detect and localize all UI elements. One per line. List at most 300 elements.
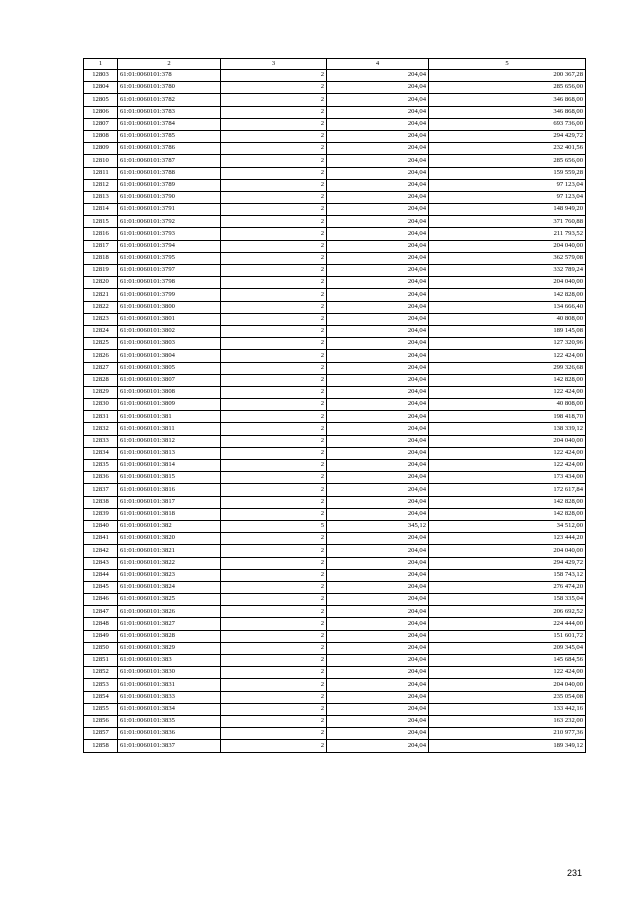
- area-cell: 204,04: [327, 82, 429, 94]
- table-row: [84, 118, 586, 130]
- value-cell: 142 828,00: [429, 289, 586, 301]
- cadastral-number-cell: 61:01:0060101:381: [118, 411, 221, 423]
- table-row: [84, 155, 586, 167]
- cadastral-number-cell: 61:01:0060101:3823: [118, 569, 221, 581]
- quantity-cell: 2: [221, 496, 327, 508]
- table-row: [84, 277, 586, 289]
- row-number-cell: 12853: [84, 679, 118, 691]
- table-row: [84, 82, 586, 94]
- table-row: [84, 386, 586, 398]
- header-cell-5: 5: [429, 59, 586, 70]
- value-cell: 40 808,00: [429, 313, 586, 325]
- quantity-cell: 2: [221, 740, 327, 752]
- table-row: [84, 703, 586, 715]
- area-cell: 204,04: [327, 411, 429, 423]
- table-row: [84, 740, 586, 752]
- quantity-cell: 2: [221, 581, 327, 593]
- value-cell: 206 692,52: [429, 606, 586, 618]
- area-cell: 204,04: [327, 386, 429, 398]
- cadastral-number-cell: 61:01:0060101:3798: [118, 277, 221, 289]
- row-number-cell: 12849: [84, 630, 118, 642]
- quantity-cell: 2: [221, 484, 327, 496]
- cadastral-number-cell: 61:01:0060101:3803: [118, 338, 221, 350]
- quantity-cell: 2: [221, 508, 327, 520]
- row-number-cell: 12829: [84, 386, 118, 398]
- quantity-cell: 2: [221, 130, 327, 142]
- value-cell: 122 424,00: [429, 460, 586, 472]
- value-cell: 235 054,08: [429, 691, 586, 703]
- value-cell: 173 434,00: [429, 472, 586, 484]
- value-cell: 145 684,56: [429, 655, 586, 667]
- quantity-cell: 2: [221, 472, 327, 484]
- quantity-cell: 2: [221, 82, 327, 94]
- area-cell: 204,04: [327, 630, 429, 642]
- area-cell: 204,04: [327, 545, 429, 557]
- area-cell: 204,04: [327, 143, 429, 155]
- table-row: [84, 533, 586, 545]
- value-cell: 200 367,28: [429, 70, 586, 82]
- cadastral-number-cell: 61:01:0060101:3815: [118, 472, 221, 484]
- table-row: [84, 618, 586, 630]
- area-cell: 204,04: [327, 106, 429, 118]
- quantity-cell: 2: [221, 630, 327, 642]
- value-cell: 211 793,52: [429, 228, 586, 240]
- cadastral-number-cell: 61:01:0060101:3822: [118, 557, 221, 569]
- value-cell: 204 040,00: [429, 679, 586, 691]
- row-number-cell: 12814: [84, 204, 118, 216]
- value-cell: 204 040,00: [429, 545, 586, 557]
- value-cell: 159 559,28: [429, 167, 586, 179]
- value-cell: 285 656,00: [429, 155, 586, 167]
- value-cell: 133 442,16: [429, 703, 586, 715]
- cadastral-number-cell: 61:01:0060101:3802: [118, 325, 221, 337]
- area-cell: 204,04: [327, 362, 429, 374]
- cadastral-number-cell: 61:01:0060101:3788: [118, 167, 221, 179]
- cadastral-number-cell: 61:01:0060101:3795: [118, 252, 221, 264]
- table-row: [84, 70, 586, 82]
- cadastral-number-cell: 61:01:0060101:3816: [118, 484, 221, 496]
- quantity-cell: 2: [221, 338, 327, 350]
- value-cell: 204 040,00: [429, 240, 586, 252]
- value-cell: 163 232,00: [429, 715, 586, 727]
- value-cell: 172 617,84: [429, 484, 586, 496]
- quantity-cell: 2: [221, 216, 327, 228]
- cadastral-number-cell: 61:01:0060101:3818: [118, 508, 221, 520]
- table-row: [84, 167, 586, 179]
- area-cell: 204,04: [327, 618, 429, 630]
- cadastral-number-cell: 61:01:0060101:3801: [118, 313, 221, 325]
- table-row: [84, 520, 586, 532]
- quantity-cell: 2: [221, 313, 327, 325]
- header-cell-1: 1: [84, 59, 118, 70]
- value-cell: 294 429,72: [429, 130, 586, 142]
- area-cell: 204,04: [327, 606, 429, 618]
- cadastral-number-cell: 61:01:0060101:3793: [118, 228, 221, 240]
- cadastral-number-cell: 61:01:0060101:3785: [118, 130, 221, 142]
- area-cell: 204,04: [327, 569, 429, 581]
- area-cell: 204,04: [327, 740, 429, 752]
- area-cell: 204,04: [327, 496, 429, 508]
- quantity-cell: 2: [221, 118, 327, 130]
- cadastral-number-cell: 61:01:0060101:3836: [118, 728, 221, 740]
- row-number-cell: 12857: [84, 728, 118, 740]
- row-number-cell: 12851: [84, 655, 118, 667]
- table-row: [84, 496, 586, 508]
- table-row: [84, 606, 586, 618]
- cadastral-number-cell: 61:01:0060101:3835: [118, 715, 221, 727]
- cadastral-number-cell: 61:01:0060101:3797: [118, 265, 221, 277]
- row-number-cell: 12818: [84, 252, 118, 264]
- table-row: [84, 106, 586, 118]
- area-cell: 204,04: [327, 715, 429, 727]
- area-cell: 204,04: [327, 338, 429, 350]
- value-cell: 299 326,68: [429, 362, 586, 374]
- cadastral-number-cell: 61:01:0060101:3813: [118, 447, 221, 459]
- table-row: [84, 581, 586, 593]
- row-number-cell: 12846: [84, 594, 118, 606]
- cadastral-number-cell: 61:01:0060101:3820: [118, 533, 221, 545]
- quantity-cell: 2: [221, 362, 327, 374]
- table-row: [84, 265, 586, 277]
- area-cell: 204,04: [327, 703, 429, 715]
- quantity-cell: 2: [221, 642, 327, 654]
- area-cell: 204,04: [327, 70, 429, 82]
- value-cell: 204 040,00: [429, 277, 586, 289]
- value-cell: 134 666,40: [429, 301, 586, 313]
- row-number-cell: 12838: [84, 496, 118, 508]
- row-number-cell: 12809: [84, 143, 118, 155]
- area-cell: 204,04: [327, 155, 429, 167]
- cadastral-number-cell: 61:01:0060101:3826: [118, 606, 221, 618]
- quantity-cell: 2: [221, 289, 327, 301]
- table-row: [84, 411, 586, 423]
- cadastral-number-cell: 61:01:0060101:3817: [118, 496, 221, 508]
- value-cell: 122 424,00: [429, 667, 586, 679]
- quantity-cell: 2: [221, 423, 327, 435]
- cadastral-number-cell: 61:01:0060101:3827: [118, 618, 221, 630]
- row-number-cell: 12854: [84, 691, 118, 703]
- cadastral-number-cell: 61:01:0060101:3790: [118, 191, 221, 203]
- header-cell-3: 3: [221, 59, 327, 70]
- area-cell: 204,04: [327, 289, 429, 301]
- cadastral-number-cell: 61:01:0060101:3794: [118, 240, 221, 252]
- row-number-cell: 12823: [84, 313, 118, 325]
- area-cell: 204,04: [327, 252, 429, 264]
- quantity-cell: 2: [221, 277, 327, 289]
- quantity-cell: 5: [221, 520, 327, 532]
- quantity-cell: 2: [221, 557, 327, 569]
- row-number-cell: 12803: [84, 70, 118, 82]
- table-row: [84, 325, 586, 337]
- value-cell: 276 474,20: [429, 581, 586, 593]
- cadastral-number-cell: 61:01:0060101:3789: [118, 179, 221, 191]
- cadastral-number-cell: 61:01:0060101:3825: [118, 594, 221, 606]
- row-number-cell: 12827: [84, 362, 118, 374]
- cadastral-number-cell: 61:01:0060101:3783: [118, 106, 221, 118]
- quantity-cell: 2: [221, 228, 327, 240]
- row-number-cell: 12830: [84, 399, 118, 411]
- area-cell: 204,04: [327, 508, 429, 520]
- row-number-cell: 12824: [84, 325, 118, 337]
- table-row: [84, 289, 586, 301]
- quantity-cell: 2: [221, 435, 327, 447]
- row-number-cell: 12815: [84, 216, 118, 228]
- header-row: [84, 59, 586, 70]
- quantity-cell: 2: [221, 606, 327, 618]
- value-cell: 189 349,12: [429, 740, 586, 752]
- row-number-cell: 12835: [84, 460, 118, 472]
- table-row: [84, 460, 586, 472]
- quantity-cell: 2: [221, 691, 327, 703]
- row-number-cell: 12842: [84, 545, 118, 557]
- quantity-cell: 2: [221, 655, 327, 667]
- quantity-cell: 2: [221, 545, 327, 557]
- quantity-cell: 2: [221, 265, 327, 277]
- row-number-cell: 12813: [84, 191, 118, 203]
- value-cell: 346 868,00: [429, 106, 586, 118]
- cadastral-number-cell: 61:01:0060101:3799: [118, 289, 221, 301]
- area-cell: 204,04: [327, 130, 429, 142]
- table-row: [84, 350, 586, 362]
- value-cell: 97 123,04: [429, 179, 586, 191]
- row-number-cell: 12856: [84, 715, 118, 727]
- value-cell: 204 040,00: [429, 435, 586, 447]
- area-cell: 204,04: [327, 533, 429, 545]
- value-cell: 198 418,70: [429, 411, 586, 423]
- cadastral-number-cell: 61:01:0060101:3814: [118, 460, 221, 472]
- table-row: [84, 240, 586, 252]
- row-number-cell: 12811: [84, 167, 118, 179]
- row-number-cell: 12850: [84, 642, 118, 654]
- area-cell: 204,04: [327, 655, 429, 667]
- cadastral-number-cell: 61:01:0060101:3831: [118, 679, 221, 691]
- cadastral-number-cell: 61:01:0060101:3800: [118, 301, 221, 313]
- cadastral-number-cell: 61:01:0060101:3824: [118, 581, 221, 593]
- table-row: [84, 362, 586, 374]
- area-cell: 204,04: [327, 447, 429, 459]
- value-cell: 224 444,00: [429, 618, 586, 630]
- value-cell: 122 424,00: [429, 350, 586, 362]
- row-number-cell: 12805: [84, 94, 118, 106]
- cadastral-number-cell: 61:01:0060101:382: [118, 520, 221, 532]
- area-cell: 204,04: [327, 301, 429, 313]
- row-number-cell: 12810: [84, 155, 118, 167]
- table-row: [84, 667, 586, 679]
- table-row: [84, 204, 586, 216]
- table-row: [84, 338, 586, 350]
- table-row: [84, 374, 586, 386]
- value-cell: 97 123,04: [429, 191, 586, 203]
- cadastral-number-cell: 61:01:0060101:3809: [118, 399, 221, 411]
- table-row: [84, 435, 586, 447]
- table-body: [84, 70, 586, 753]
- table-row: [84, 252, 586, 264]
- row-number-cell: 12847: [84, 606, 118, 618]
- value-cell: 142 828,00: [429, 496, 586, 508]
- table-row: [84, 447, 586, 459]
- quantity-cell: 2: [221, 594, 327, 606]
- quantity-cell: 2: [221, 70, 327, 82]
- table-row: [84, 472, 586, 484]
- quantity-cell: 2: [221, 460, 327, 472]
- row-number-cell: 12841: [84, 533, 118, 545]
- cadastral-number-cell: 61:01:0060101:3780: [118, 82, 221, 94]
- row-number-cell: 12839: [84, 508, 118, 520]
- value-cell: 209 345,04: [429, 642, 586, 654]
- row-number-cell: 12817: [84, 240, 118, 252]
- header-cell-4: 4: [327, 59, 429, 70]
- table-row: [84, 179, 586, 191]
- row-number-cell: 12855: [84, 703, 118, 715]
- area-cell: 204,04: [327, 240, 429, 252]
- cadastral-number-cell: 61:01:0060101:3833: [118, 691, 221, 703]
- table-row: [84, 630, 586, 642]
- area-cell: 204,04: [327, 581, 429, 593]
- table-header: [84, 59, 586, 70]
- row-number-cell: 12836: [84, 472, 118, 484]
- area-cell: 204,04: [327, 265, 429, 277]
- area-cell: 204,04: [327, 167, 429, 179]
- value-cell: 142 828,00: [429, 508, 586, 520]
- area-cell: 204,04: [327, 228, 429, 240]
- cadastral-number-cell: 61:01:0060101:3782: [118, 94, 221, 106]
- value-cell: 122 424,00: [429, 386, 586, 398]
- quantity-cell: 2: [221, 374, 327, 386]
- area-cell: 345,12: [327, 520, 429, 532]
- area-cell: 204,04: [327, 423, 429, 435]
- area-cell: 204,04: [327, 118, 429, 130]
- value-cell: 285 656,00: [429, 82, 586, 94]
- row-number-cell: 12848: [84, 618, 118, 630]
- row-number-cell: 12834: [84, 447, 118, 459]
- quantity-cell: 2: [221, 191, 327, 203]
- area-cell: 204,04: [327, 728, 429, 740]
- value-cell: 148 949,20: [429, 204, 586, 216]
- quantity-cell: 2: [221, 143, 327, 155]
- value-cell: 346 868,00: [429, 94, 586, 106]
- quantity-cell: 2: [221, 94, 327, 106]
- row-number-cell: 12828: [84, 374, 118, 386]
- quantity-cell: 2: [221, 679, 327, 691]
- row-number-cell: 12840: [84, 520, 118, 532]
- table-row: [84, 594, 586, 606]
- row-number-cell: 12819: [84, 265, 118, 277]
- area-cell: 204,04: [327, 94, 429, 106]
- row-number-cell: 12845: [84, 581, 118, 593]
- row-number-cell: 12822: [84, 301, 118, 313]
- cadastral-number-cell: 61:01:0060101:3787: [118, 155, 221, 167]
- row-number-cell: 12844: [84, 569, 118, 581]
- cadastral-number-cell: 61:01:0060101:3811: [118, 423, 221, 435]
- row-number-cell: 12837: [84, 484, 118, 496]
- row-number-cell: 12832: [84, 423, 118, 435]
- row-number-cell: 12831: [84, 411, 118, 423]
- quantity-cell: 2: [221, 399, 327, 411]
- quantity-cell: 2: [221, 569, 327, 581]
- quantity-cell: 2: [221, 167, 327, 179]
- header-cell-2: 2: [118, 59, 221, 70]
- value-cell: 142 828,00: [429, 374, 586, 386]
- table-row: [84, 557, 586, 569]
- value-cell: 232 401,56: [429, 143, 586, 155]
- page-number: 231: [566, 868, 582, 878]
- value-cell: 362 579,08: [429, 252, 586, 264]
- quantity-cell: 2: [221, 106, 327, 118]
- area-cell: 204,04: [327, 277, 429, 289]
- area-cell: 204,04: [327, 435, 429, 447]
- quantity-cell: 2: [221, 703, 327, 715]
- area-cell: 204,04: [327, 472, 429, 484]
- row-number-cell: 12826: [84, 350, 118, 362]
- area-cell: 204,04: [327, 179, 429, 191]
- area-cell: 204,04: [327, 399, 429, 411]
- quantity-cell: 2: [221, 204, 327, 216]
- area-cell: 204,04: [327, 191, 429, 203]
- cadastral-number-cell: 61:01:0060101:3808: [118, 386, 221, 398]
- area-cell: 204,04: [327, 484, 429, 496]
- table-row: [84, 715, 586, 727]
- value-cell: 138 339,12: [429, 423, 586, 435]
- table-row: [84, 728, 586, 740]
- cadastral-number-cell: 61:01:0060101:3821: [118, 545, 221, 557]
- row-number-cell: 12858: [84, 740, 118, 752]
- table-row: [84, 679, 586, 691]
- table-row: [84, 508, 586, 520]
- quantity-cell: 2: [221, 240, 327, 252]
- value-cell: 189 145,08: [429, 325, 586, 337]
- table-row: [84, 423, 586, 435]
- area-cell: 204,04: [327, 216, 429, 228]
- value-cell: 151 601,72: [429, 630, 586, 642]
- area-cell: 204,04: [327, 325, 429, 337]
- area-cell: 204,04: [327, 667, 429, 679]
- quantity-cell: 2: [221, 386, 327, 398]
- row-number-cell: 12843: [84, 557, 118, 569]
- value-cell: 123 444,20: [429, 533, 586, 545]
- quantity-cell: 2: [221, 411, 327, 423]
- cadastral-number-cell: 61:01:0060101:3784: [118, 118, 221, 130]
- cadastral-number-cell: 61:01:0060101:3837: [118, 740, 221, 752]
- row-number-cell: 12833: [84, 435, 118, 447]
- area-cell: 204,04: [327, 679, 429, 691]
- value-cell: 127 320,96: [429, 338, 586, 350]
- table-row: [84, 301, 586, 313]
- quantity-cell: 2: [221, 325, 327, 337]
- area-cell: 204,04: [327, 557, 429, 569]
- cadastral-number-cell: 61:01:0060101:3830: [118, 667, 221, 679]
- value-cell: 693 736,00: [429, 118, 586, 130]
- area-cell: 204,04: [327, 594, 429, 606]
- row-number-cell: 12821: [84, 289, 118, 301]
- value-cell: 158 743,12: [429, 569, 586, 581]
- area-cell: 204,04: [327, 460, 429, 472]
- table-row: [84, 691, 586, 703]
- table-row: [84, 313, 586, 325]
- cadastral-number-cell: 61:01:0060101:3812: [118, 435, 221, 447]
- quantity-cell: 2: [221, 252, 327, 264]
- table-row: [84, 228, 586, 240]
- quantity-cell: 2: [221, 728, 327, 740]
- value-cell: 122 424,00: [429, 447, 586, 459]
- value-cell: 210 977,36: [429, 728, 586, 740]
- area-cell: 204,04: [327, 350, 429, 362]
- area-cell: 204,04: [327, 374, 429, 386]
- table-row: [84, 655, 586, 667]
- row-number-cell: 12816: [84, 228, 118, 240]
- quantity-cell: 2: [221, 715, 327, 727]
- row-number-cell: 12852: [84, 667, 118, 679]
- cadastral-number-cell: 61:01:0060101:378: [118, 70, 221, 82]
